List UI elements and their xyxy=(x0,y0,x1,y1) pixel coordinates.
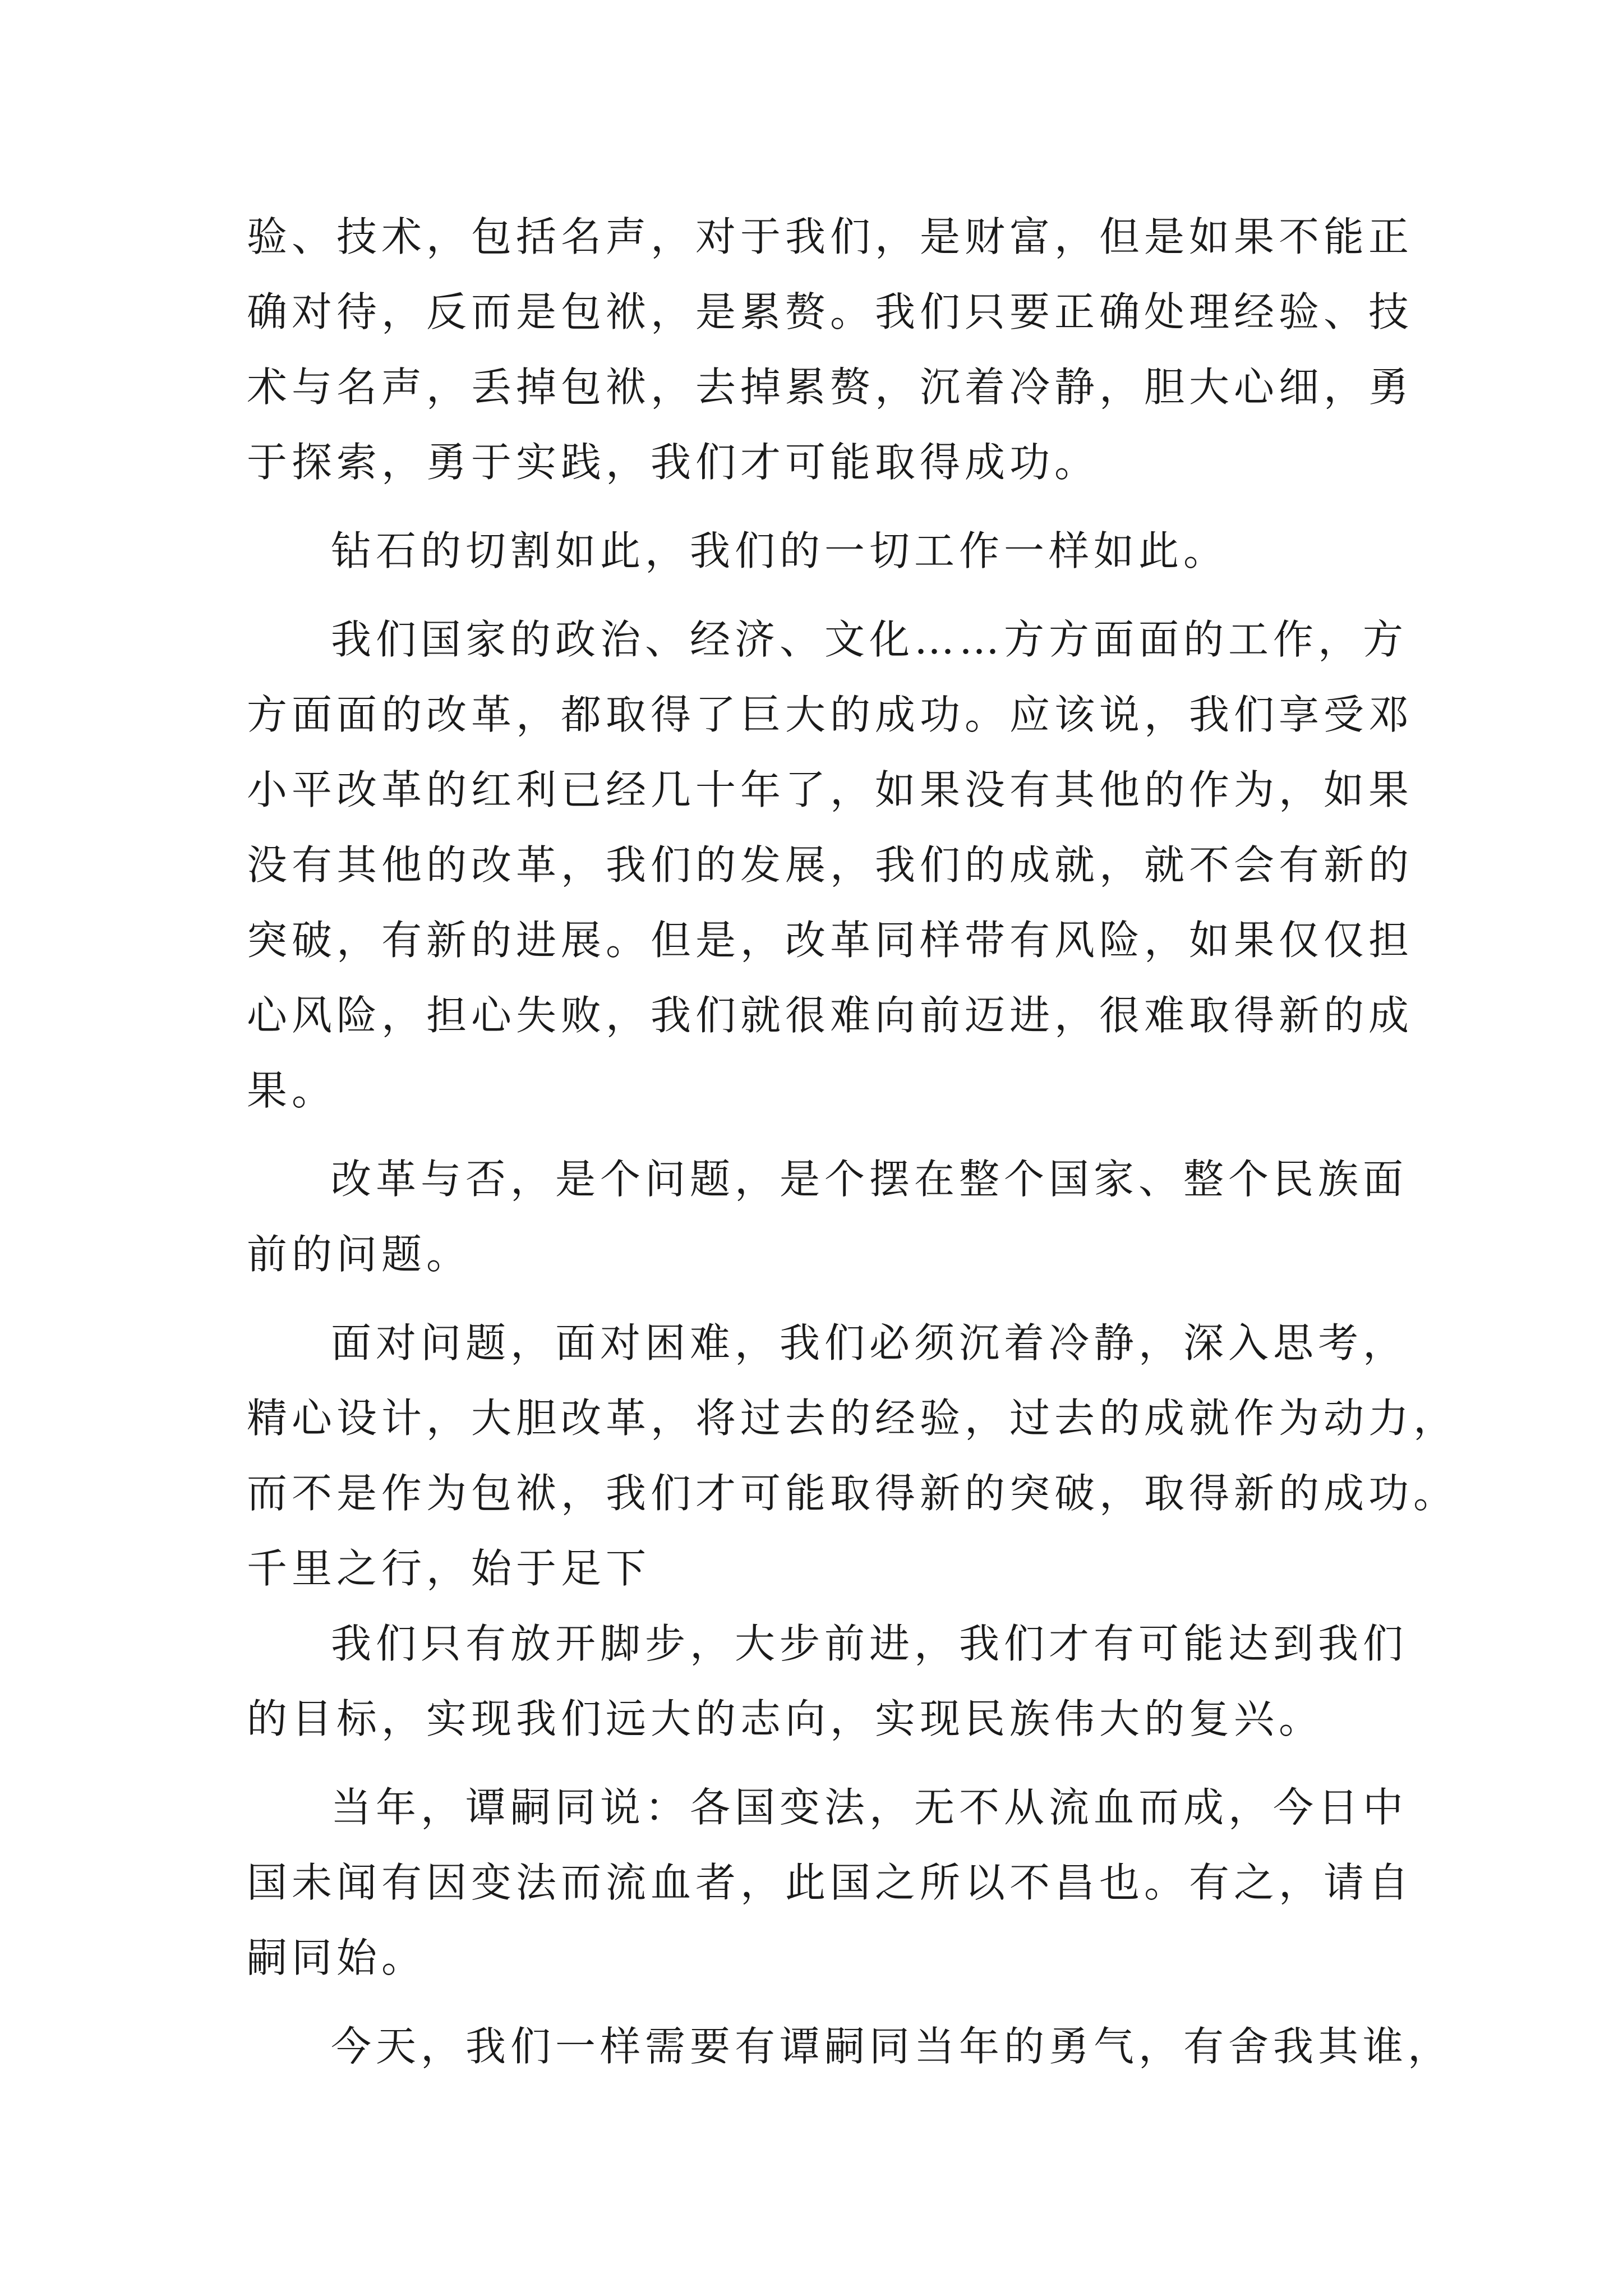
text-line: 小平改革的红利已经几十年了，如果没有其他的作为，如果 xyxy=(247,766,1414,813)
text-line: 确对待，反而是包袱，是累赘。我们只要正确处理经验、技 xyxy=(247,288,1414,335)
text-line: 的目标，实现我们远大的志向，实现民族伟大的复兴。 xyxy=(247,1695,1324,1742)
text-line: 当年，谭嗣同说：各国变法，无不从流血而成，今日中 xyxy=(331,1784,1408,1831)
paragraph-gap xyxy=(247,1756,1388,1770)
text-line: 面对问题，面对困难，我们必须沉着冷静，深入思考， xyxy=(331,1319,1408,1366)
paragraph-gap xyxy=(247,588,1388,602)
text-line: 而不是作为包袱，我们才可能取得新的突破，取得新的成功。 xyxy=(247,1470,1459,1517)
paragraph-gap xyxy=(247,500,1388,513)
text-line: 我们国家的政治、经济、文化……方方面面的工作，方 xyxy=(331,616,1408,663)
text-line: 验、技术，包括名声，对于我们，是财富，但是如果不能正 xyxy=(247,213,1414,260)
text-line: 术与名声，丢掉包袱，去掉累赘，沉着冷静，胆大心细，勇 xyxy=(247,364,1414,411)
section-heading: 千里之行，始于足下 xyxy=(247,1545,651,1592)
text-line: 钻石的切割如此，我们的一切工作一样如此。 xyxy=(331,527,1229,574)
text-line: 突破，有新的进展。但是，改革同样带有风险，如果仅仅担 xyxy=(247,917,1414,964)
text-line: 国未闻有因变法而流血者，此国之所以不昌也。有之，请自 xyxy=(247,1859,1414,1906)
text-line: 精心设计，大胆改革，将过去的经验，过去的成就作为动力， xyxy=(247,1395,1459,1442)
text-line: 今天，我们一样需要有谭嗣同当年的勇气，有舍我其谁， xyxy=(331,2023,1453,2070)
text-line: 我们只有放开脚步，大步前进，我们才有可能达到我们 xyxy=(331,1620,1408,1667)
text-line: 方面面的改革，都取得了巨大的成功。应该说，我们享受邓 xyxy=(247,691,1414,738)
paragraph-gap xyxy=(247,1128,1388,1142)
text-line: 果。 xyxy=(247,1067,337,1114)
text-line: 没有其他的改革，我们的发展，我们的成就，就不会有新的 xyxy=(247,841,1414,889)
document-body xyxy=(247,199,1459,2084)
text-line: 改革与否，是个问题，是个摆在整个国家、整个民族面 xyxy=(331,1156,1408,1203)
text-line: 嗣同始。 xyxy=(247,1934,427,1981)
paragraph-gap xyxy=(247,1292,1388,1305)
text-line: 前的问题。 xyxy=(247,1231,472,1278)
text-line: 于探索，勇于实践，我们才可能取得成功。 xyxy=(247,439,1100,486)
text-line: 心风险，担心失败，我们就很难向前迈进，很难取得新的成 xyxy=(247,992,1414,1039)
paragraph-gap xyxy=(247,1995,1388,2009)
